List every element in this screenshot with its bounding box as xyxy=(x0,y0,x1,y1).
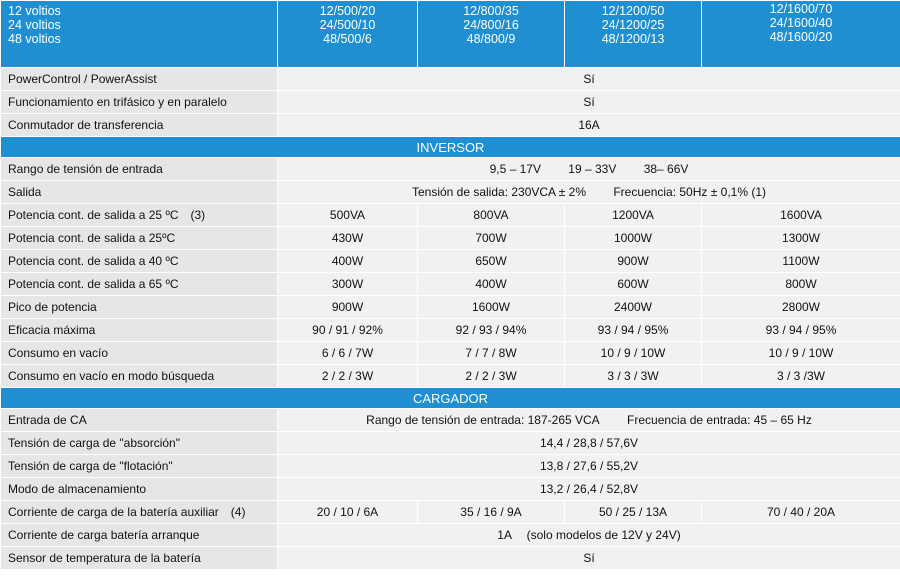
row-label: Salida xyxy=(1,181,278,204)
row-label xyxy=(1,501,278,524)
cell-value: 300W xyxy=(278,273,418,296)
model-name: 12/500/20 xyxy=(319,4,376,18)
footnote: (3) xyxy=(190,208,206,222)
cell-value: 35 / 16 / 9A xyxy=(418,501,565,524)
row-value: Sí xyxy=(278,68,900,91)
cell-value: 2400W xyxy=(565,296,702,319)
row-powercontrol xyxy=(1,68,900,91)
cell-value: 1200VA xyxy=(565,204,702,227)
row-power-65c xyxy=(1,273,900,296)
cell-value: 800VA xyxy=(418,204,565,227)
row-label: Conmutador de transferencia xyxy=(1,114,278,137)
input-range-48v: 38– 66V xyxy=(643,162,689,176)
row-starter-charge xyxy=(1,524,900,547)
input-range-12v: 9,5 – 17V xyxy=(489,162,541,176)
ac-input-range: Rango de tensión de entrada: 187-265 VCA xyxy=(366,413,600,427)
cell-value: 3 / 3 /3W xyxy=(702,365,900,388)
section-title: CARGADOR xyxy=(1,388,900,409)
cell-value: 500VA xyxy=(278,204,418,227)
section-title: INVERSOR xyxy=(1,137,900,158)
model-name: 24/1200/25 xyxy=(601,18,665,32)
row-label: Rango de tensión de entrada xyxy=(1,158,278,181)
row-label: Potencia cont. de salida a 65 ºC xyxy=(1,273,278,296)
cell-value: 800W xyxy=(702,273,900,296)
row-peak-power xyxy=(1,296,900,319)
cell-value: 20 / 10 / 6A xyxy=(278,501,418,524)
input-range-24v: 19 – 33V xyxy=(568,162,617,176)
voltage-24: 24 voltios xyxy=(8,18,61,32)
cell-value: 900W xyxy=(565,250,702,273)
row-label: Consumo en vacío xyxy=(1,342,278,365)
row-label: Potencia cont. de salida a 40 ºC xyxy=(1,250,278,273)
row-label-text: Potencia cont. de salida a 25 ºC xyxy=(8,208,179,222)
cell-value: 1300W xyxy=(702,227,900,250)
starter-value: 1A xyxy=(497,528,512,542)
row-label: Tensión de carga de "absorción" xyxy=(1,432,278,455)
voltage-48: 48 voltios xyxy=(8,32,61,46)
row-temp-sensor xyxy=(1,547,900,570)
row-label: Pico de potencia xyxy=(1,296,278,319)
row-power-25c-va xyxy=(1,204,900,227)
row-output xyxy=(1,181,900,204)
row-value: 16A xyxy=(278,114,900,137)
row-storage xyxy=(1,478,900,501)
cell-value: 10 / 9 / 10W xyxy=(565,342,702,365)
cell-value: 2 / 2 / 3W xyxy=(278,365,418,388)
model-name: 48/1600/20 xyxy=(769,30,833,44)
cell-value: 1600VA xyxy=(702,204,900,227)
cell-value: 93 / 94 / 95% xyxy=(702,319,900,342)
model-800 xyxy=(418,1,565,68)
row-label: Sensor de temperatura de la batería xyxy=(1,547,278,570)
row-power-25c-w xyxy=(1,227,900,250)
cell-value: 2800W xyxy=(702,296,900,319)
cell-value: 10 / 9 / 10W xyxy=(702,342,900,365)
cell-value: 92 / 93 / 94% xyxy=(418,319,565,342)
row-label: Funcionamiento en trifásico y en paralelo xyxy=(1,91,278,114)
row-label: Entrada de CA xyxy=(1,409,278,432)
cell-value: 1600W xyxy=(418,296,565,319)
footnote: (1) xyxy=(751,185,767,199)
row-power-40c xyxy=(1,250,900,273)
row-value xyxy=(278,158,900,181)
row-value xyxy=(278,181,900,204)
footnote: (4) xyxy=(230,505,246,519)
cell-value: 700W xyxy=(418,227,565,250)
model-name: 48/500/6 xyxy=(323,32,372,46)
row-label xyxy=(1,204,278,227)
row-absorption xyxy=(1,432,900,455)
row-label: Tensión de carga de "flotación" xyxy=(1,455,278,478)
model-name: 12/1600/70 xyxy=(769,2,833,16)
header-row xyxy=(1,1,900,68)
model-1200 xyxy=(565,1,702,68)
row-value xyxy=(278,524,900,547)
starter-note: (solo modelos de 12V y 24V) xyxy=(526,528,681,542)
model-1600 xyxy=(702,1,900,68)
output-frequency: Frecuencia: 50Hz ± 0,1% xyxy=(613,185,748,199)
model-name: 12/1200/50 xyxy=(601,4,665,18)
cell-value: 70 / 40 / 20A xyxy=(702,501,900,524)
section-inverter xyxy=(1,137,900,158)
model-500 xyxy=(278,1,418,68)
model-name: 12/800/35 xyxy=(463,4,519,18)
row-three-phase xyxy=(1,91,900,114)
model-name: 24/800/16 xyxy=(463,18,519,32)
cell-value: 1100W xyxy=(702,250,900,273)
row-label: Modo de almacenamiento xyxy=(1,478,278,501)
output-voltage: Tensión de salida: 230VCA ± 2% xyxy=(411,185,586,199)
section-charger xyxy=(1,388,900,409)
cell-value: 650W xyxy=(418,250,565,273)
cell-value: 1000W xyxy=(565,227,702,250)
model-name: 48/800/9 xyxy=(466,32,516,46)
row-float xyxy=(1,455,900,478)
cell-value: 93 / 94 / 95% xyxy=(565,319,702,342)
row-value: 14,4 / 28,8 / 57,6V xyxy=(278,432,900,455)
row-max-efficiency xyxy=(1,319,900,342)
row-transfer-switch xyxy=(1,114,900,137)
row-value: 13,2 / 26,4 / 52,8V xyxy=(278,478,900,501)
ac-input-frequency: Frecuencia de entrada: 45 – 65 Hz xyxy=(627,413,812,427)
row-label: Potencia cont. de salida a 25ºC xyxy=(1,227,278,250)
model-name: 24/1600/40 xyxy=(769,16,833,30)
row-value: Sí xyxy=(278,547,900,570)
cell-value: 3 / 3 / 3W xyxy=(565,365,702,388)
cell-value: 50 / 25 / 13A xyxy=(565,501,702,524)
row-no-load-search xyxy=(1,365,900,388)
cell-value: 900W xyxy=(278,296,418,319)
row-label: PowerControl / PowerAssist xyxy=(1,68,278,91)
cell-value: 90 / 91 / 92% xyxy=(278,319,418,342)
row-label: Consumo en vacío en modo búsqueda xyxy=(1,365,278,388)
row-input-range xyxy=(1,158,900,181)
cell-value: 400W xyxy=(418,273,565,296)
cell-value: 430W xyxy=(278,227,418,250)
row-label: Eficacia máxima xyxy=(1,319,278,342)
row-value xyxy=(278,409,900,432)
cell-value: 400W xyxy=(278,250,418,273)
cell-value: 600W xyxy=(565,273,702,296)
voltage-list xyxy=(1,1,278,68)
cell-value: 2 / 2 / 3W xyxy=(418,365,565,388)
row-label-text: Corriente de carga de la batería auxiliar xyxy=(8,505,219,519)
model-name: 48/1200/13 xyxy=(601,32,665,46)
cell-value: 6 / 6 / 7W xyxy=(278,342,418,365)
row-label: Corriente de carga batería arranque xyxy=(1,524,278,547)
model-name: 24/500/10 xyxy=(319,18,376,32)
row-value: Sí xyxy=(278,91,900,114)
row-value: 13,8 / 27,6 / 55,2V xyxy=(278,455,900,478)
row-ac-input xyxy=(1,409,900,432)
cell-value: 7 / 7 / 8W xyxy=(418,342,565,365)
row-aux-charge xyxy=(1,501,900,524)
voltage-12: 12 voltios xyxy=(8,4,61,18)
row-no-load xyxy=(1,342,900,365)
